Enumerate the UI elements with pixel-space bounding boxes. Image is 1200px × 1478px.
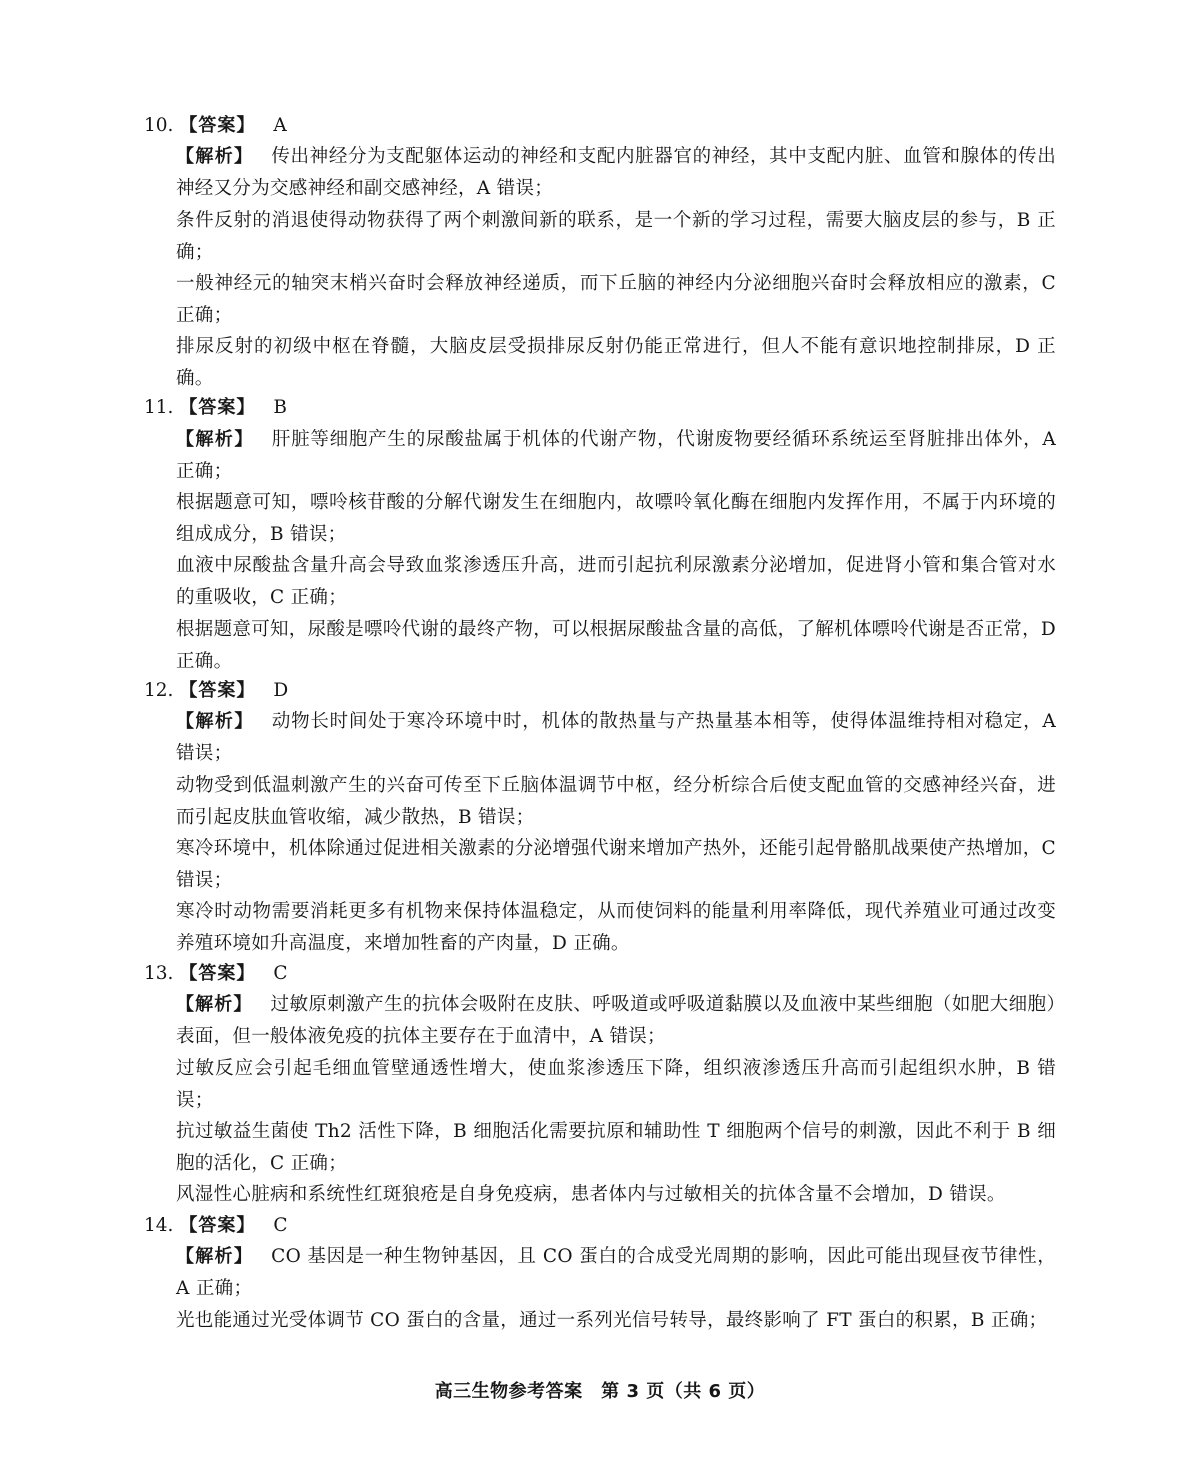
answer-label: 【答案】 [179, 115, 256, 136]
answer-line [144, 111, 287, 141]
analysis-label: 【解析】 [176, 1246, 254, 1267]
answer-line [144, 393, 287, 423]
analysis-paragraph: 风湿性心脏病和系统性红斑狼疮是自身免疫病，患者体内与过敏相关的抗体含量不会增加，D 错误。 [176, 1184, 1006, 1205]
analysis-paragraph: 寒冷时动物需要消耗更多有机物来保持体温稳定，从而使饲料的能量利用率降低，现代养殖业可通过改变养殖环境如升高温度，来增加牲畜的产肉量，D 正确。 [176, 901, 1056, 954]
page-footer: 高三生物参考答案 第 3 页（共 6 页） [434, 1381, 766, 1402]
analysis-paragraph: 条件反射的消退使得动物获得了两个刺激间新的联系，是一个新的学习过程，需要大脑皮层的参与，B 正确； [176, 210, 1056, 263]
answer-value: C [273, 1215, 288, 1236]
analysis-label: 【解析】 [176, 711, 254, 732]
analysis-text: 肝脏等细胞产生的尿酸盐属于机体的代谢产物，代谢废物要经循环系统运至肾脏排出体外，A 正确； [176, 429, 1057, 482]
analysis-paragraph: 过敏反应会引起毛细血管壁通透性增大，使血浆渗透压下降，组织液渗透压升高而引起组织水肿，B 错误； [176, 1058, 1056, 1111]
answer-value: A [273, 115, 287, 136]
analysis-label: 【解析】 [176, 994, 253, 1015]
analysis-paragraph [176, 1241, 1056, 1305]
answer-line [144, 959, 288, 989]
answer-value: C [273, 963, 288, 984]
answer-label: 【答案】 [179, 1215, 256, 1236]
analysis-text: 动物长时间处于寒冷环境中时，机体的散热量与产热量基本相等，使得体温维持相对稳定，A 错误； [176, 711, 1057, 764]
analysis-paragraph [176, 706, 1056, 770]
answer-line [144, 1211, 288, 1241]
analysis-paragraph: 抗过敏益生菌使 Th2 活性下降，B 细胞活化需要抗原和辅助性 T 细胞两个信号的刺激，因此不利于 B 细胞的活化，C 正确； [176, 1121, 1056, 1174]
analysis-paragraph: 动物受到低温刺激产生的兴奋可传至下丘脑体温调节中枢，经分析综合后使支配血管的交感神经兴奋，进而引起皮肤血管收缩，减少散热，B 错误； [176, 775, 1056, 828]
analysis-text: 过敏原刺激产生的抗体会吸附在皮肤、呼吸道或呼吸道黏膜以及血液中某些细胞（如肥大细胞）表面，但一般体液免疫的抗体主要存在于血清中，A 错误； [176, 994, 1057, 1047]
question-number: 11. [144, 397, 174, 418]
analysis-paragraph [176, 424, 1056, 488]
analysis-paragraph [176, 989, 1056, 1053]
analysis-label: 【解析】 [176, 146, 254, 167]
question-number: 12. [144, 680, 174, 701]
analysis-paragraph: 排尿反射的初级中枢在脊髓，大脑皮层受损排尿反射仍能正常进行，但人不能有意识地控制排尿，D 正确。 [176, 336, 1056, 389]
answer-line [144, 676, 288, 706]
answer-label: 【答案】 [179, 397, 256, 418]
analysis-text: 传出神经分为支配躯体运动的神经和支配内脏器官的神经，其中支配内脏、血管和腺体的传出神经又分为交感神经和副交感神经，A 错误； [176, 146, 1057, 199]
answer-value: B [273, 397, 288, 418]
analysis-paragraph [176, 141, 1056, 205]
analysis-paragraph: 根据题意可知，嘌呤核苷酸的分解代谢发生在细胞内，故嘌呤氧化酶在细胞内发挥作用，不属于内环境的组成成分，B 错误； [176, 492, 1056, 545]
question-number: 13. [144, 963, 174, 984]
analysis-paragraph: 根据题意可知，尿酸是嘌呤代谢的最终产物，可以根据尿酸盐含量的高低，了解机体嘌呤代谢是否正常，D 正确。 [176, 619, 1056, 672]
question-number: 10. [144, 115, 174, 136]
question-number: 14. [144, 1215, 174, 1236]
answer-label: 【答案】 [179, 963, 256, 984]
answer-value: D [273, 680, 289, 701]
analysis-paragraph: 血液中尿酸盐含量升高会导致血浆渗透压升高，进而引起抗利尿激素分泌增加，促进肾小管和集合管对水的重吸收，C 正确； [176, 555, 1056, 608]
analysis-paragraph: 光也能通过光受体调节 CO 蛋白的含量，通过一系列光信号转导，最终影响了 FT 蛋白的积累，B 正确； [176, 1310, 1048, 1331]
analysis-paragraph: 寒冷环境中，机体除通过促进相关激素的分泌增强代谢来增加产热外，还能引起骨骼肌战栗使产热增加，C 错误； [176, 838, 1056, 891]
analysis-paragraph: 一般神经元的轴突末梢兴奋时会释放神经递质，而下丘脑的神经内分泌细胞兴奋时会释放相应的激素，C 正确； [176, 273, 1056, 326]
analysis-label: 【解析】 [176, 429, 254, 450]
answer-label: 【答案】 [179, 680, 256, 701]
analysis-text: CO 基因是一种生物钟基因，且 CO 蛋白的合成受光周期的影响，因此可能出现昼夜节律性，A 正确； [176, 1246, 1056, 1299]
